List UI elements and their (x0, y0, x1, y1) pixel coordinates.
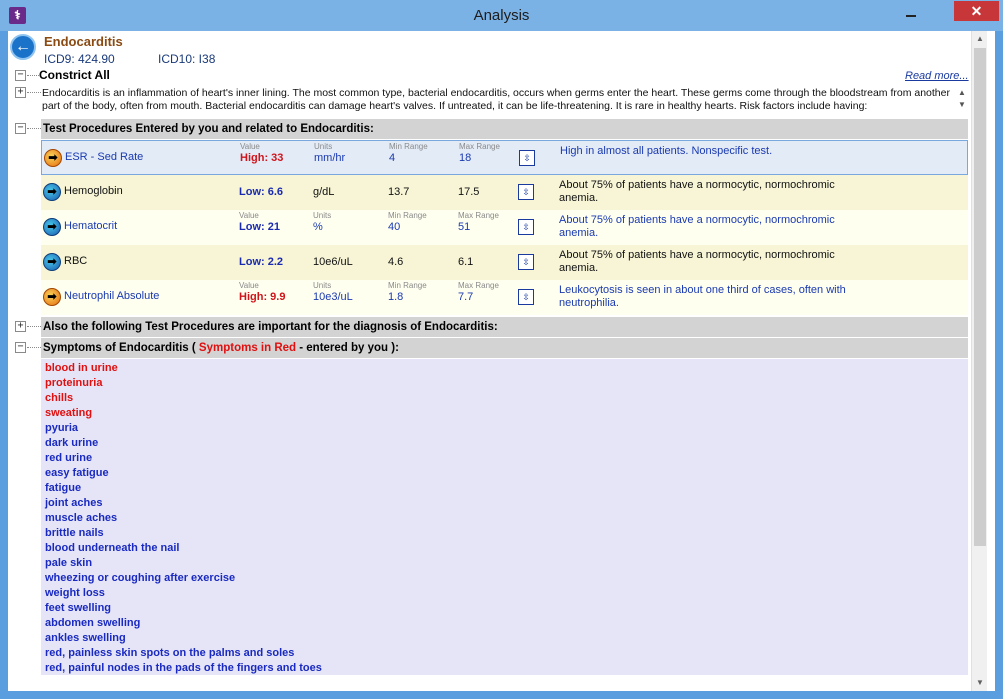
symptom-item: abdomen swelling (45, 617, 141, 629)
collapse-all-icon[interactable]: − (15, 70, 26, 81)
test-note: High in almost all patients. Nonspecific test. (560, 145, 773, 157)
test-min-range: 13.7 (388, 186, 410, 198)
symptom-item: joint aches (45, 497, 103, 509)
expand-description-icon[interactable]: + (15, 87, 26, 98)
test-name[interactable]: Hemoglobin (64, 185, 123, 197)
test-name[interactable]: RBC (64, 255, 88, 267)
symptom-item: ankles swelling (45, 632, 126, 644)
tests-section-header[interactable]: Test Procedures Entered by you and related to Endocarditis: (41, 119, 968, 139)
max-range-caption: Max Range (458, 211, 499, 220)
test-min-range: 4.6 (388, 256, 404, 268)
range-chart-icon[interactable]: ⇳ (519, 150, 535, 166)
test-name[interactable]: Neutrophil Absolute (64, 290, 160, 302)
disease-title: Endocarditis (44, 34, 123, 49)
symptom-item: wheezing or coughing after exercise (45, 572, 236, 584)
test-min-range: 40 (388, 221, 401, 233)
test-note: About 75% of patients have a normocytic, normochromic anemia. (559, 249, 835, 274)
units-caption: Units (313, 211, 332, 220)
test-row[interactable] (41, 175, 968, 210)
test-max-range: 17.5 (458, 186, 480, 198)
back-arrow-icon[interactable]: ← (10, 34, 36, 60)
test-name[interactable]: ESR - Sed Rate (65, 151, 144, 163)
test-max-range: 18 (459, 152, 472, 164)
range-chart-icon[interactable]: ⇳ (518, 219, 534, 235)
symptom-item: brittle nails (45, 527, 104, 539)
test-units: g/dL (313, 186, 335, 198)
tree-connector (27, 326, 41, 327)
test-note: Leukocytosis is seen in about one third of cases, often with neutrophilia. (559, 284, 846, 309)
symptom-item: easy fatigue (45, 467, 109, 479)
tree-connector (27, 347, 41, 348)
min-range-caption: Min Range (389, 142, 428, 151)
symptoms-title-prefix: Symptoms of Endocarditis ( (43, 342, 199, 354)
test-value: High: 9.9 (239, 291, 286, 303)
units-caption: Units (314, 142, 333, 151)
test-row[interactable] (41, 210, 968, 245)
icd9-code: ICD9: 424.90 (44, 52, 115, 66)
scroll-down-icon[interactable]: ▼ (958, 100, 966, 109)
test-units: mm/hr (314, 152, 346, 164)
value-caption: Value (240, 142, 260, 151)
test-units: 10e6/uL (313, 256, 353, 268)
test-row[interactable] (41, 280, 968, 315)
scrollbar-thumb[interactable] (974, 48, 986, 546)
symptom-item: chills (45, 392, 74, 404)
symptoms-section-header[interactable] (41, 338, 968, 358)
high-alert-icon: ➡ (43, 288, 61, 306)
high-alert-icon: ➡ (44, 149, 62, 167)
tree-connector (27, 92, 41, 93)
symptom-item: feet swelling (45, 602, 112, 614)
scroll-up-icon[interactable]: ▲ (958, 88, 966, 97)
scroll-up-icon[interactable]: ▲ (976, 34, 984, 43)
test-value: Low: 6.6 (239, 186, 284, 198)
symptom-item: blood in urine (45, 362, 118, 374)
max-range-caption: Max Range (458, 281, 499, 290)
test-note: About 75% of patients have a normocytic, normochromic anemia. (559, 179, 835, 204)
description-scrollbar[interactable] (956, 87, 968, 111)
min-range-caption: Min Range (388, 281, 427, 290)
symptoms-title-suffix: - entered by you ): (296, 342, 399, 354)
tree-connector (27, 128, 41, 129)
test-row[interactable] (41, 245, 968, 280)
test-max-range: 7.7 (458, 291, 474, 303)
symptom-item: pale skin (45, 557, 93, 569)
main-scrollbar[interactable] (971, 31, 987, 691)
read-more-link[interactable]: Read more... (905, 70, 969, 82)
symptom-item: dark urine (45, 437, 99, 449)
low-alert-icon: ➡ (43, 218, 61, 236)
symptom-item: pyuria (45, 422, 79, 434)
min-range-caption: Min Range (388, 211, 427, 220)
close-button[interactable]: ✕ (954, 1, 999, 21)
collapse-symptoms-icon[interactable]: − (15, 342, 26, 353)
test-max-range: 51 (458, 221, 471, 233)
symptom-item: sweating (45, 407, 93, 419)
expand-also-icon[interactable]: + (15, 321, 26, 332)
collapse-tests-icon[interactable]: − (15, 123, 26, 134)
max-range-caption: Max Range (459, 142, 500, 151)
test-min-range: 4 (389, 152, 396, 164)
test-units: 10e3/uL (313, 291, 353, 303)
minimize-button[interactable] (900, 4, 922, 22)
symptom-list (41, 359, 968, 675)
scroll-down-icon[interactable]: ▼ (976, 678, 984, 687)
test-name[interactable]: Hematocrit (64, 220, 118, 232)
symptom-item: red urine (45, 452, 93, 464)
value-caption: Value (239, 211, 259, 220)
range-chart-icon[interactable]: ⇳ (518, 184, 534, 200)
icd10-code: ICD10: I38 (158, 52, 216, 66)
also-tests-section-header[interactable]: Also the following Test Procedures are important for the diagnosis of Endocarditis: (41, 317, 968, 337)
low-alert-icon: ➡ (43, 253, 61, 271)
value-caption: Value (239, 281, 259, 290)
symptom-item: fatigue (45, 482, 82, 494)
range-chart-icon[interactable]: ⇳ (518, 254, 534, 270)
test-note: About 75% of patients have a normocytic, normochromic anemia. (559, 214, 835, 239)
test-value: Low: 21 (239, 221, 280, 233)
symptom-item: proteinuria (45, 377, 103, 389)
symptom-item: weight loss (45, 587, 105, 599)
window-title: Analysis (473, 7, 530, 24)
test-max-range: 6.1 (458, 256, 474, 268)
range-chart-icon[interactable]: ⇳ (518, 289, 534, 305)
title-bar (0, 0, 1003, 31)
analysis-content (8, 31, 995, 691)
test-min-range: 1.8 (388, 291, 404, 303)
minimize-icon (906, 15, 916, 17)
app-caduceus-icon[interactable]: ⚕ (9, 7, 26, 24)
symptom-item: muscle aches (45, 512, 118, 524)
test-row[interactable] (41, 140, 968, 175)
tree-connector (27, 75, 39, 76)
test-units: % (313, 221, 323, 233)
test-value: High: 33 (240, 152, 284, 164)
constrict-all-label[interactable]: Constrict All (39, 68, 110, 82)
symptom-item: red, painless skin spots on the palms and soles (45, 647, 295, 659)
units-caption: Units (313, 281, 332, 290)
test-value: Low: 2.2 (239, 256, 284, 268)
symptoms-title-red: Symptoms in Red (198, 342, 297, 354)
low-alert-icon: ➡ (43, 183, 61, 201)
symptom-item: blood underneath the nail (45, 542, 180, 554)
disease-description: Endocarditis is an inflammation of heart's inner lining. The most common type, bacterial endocarditis, occurs when germs enter the heart. These germs come through the bloodstream from another part of the body, often from mouth. Bacterial endocarditis can damage heart's valves. If untreated, it can be life-threatening. It is rare in healthy hearts. Risk factors include having: (42, 87, 950, 111)
symptom-item: red, painful nodes in the pads of the fingers and toes (45, 662, 322, 674)
